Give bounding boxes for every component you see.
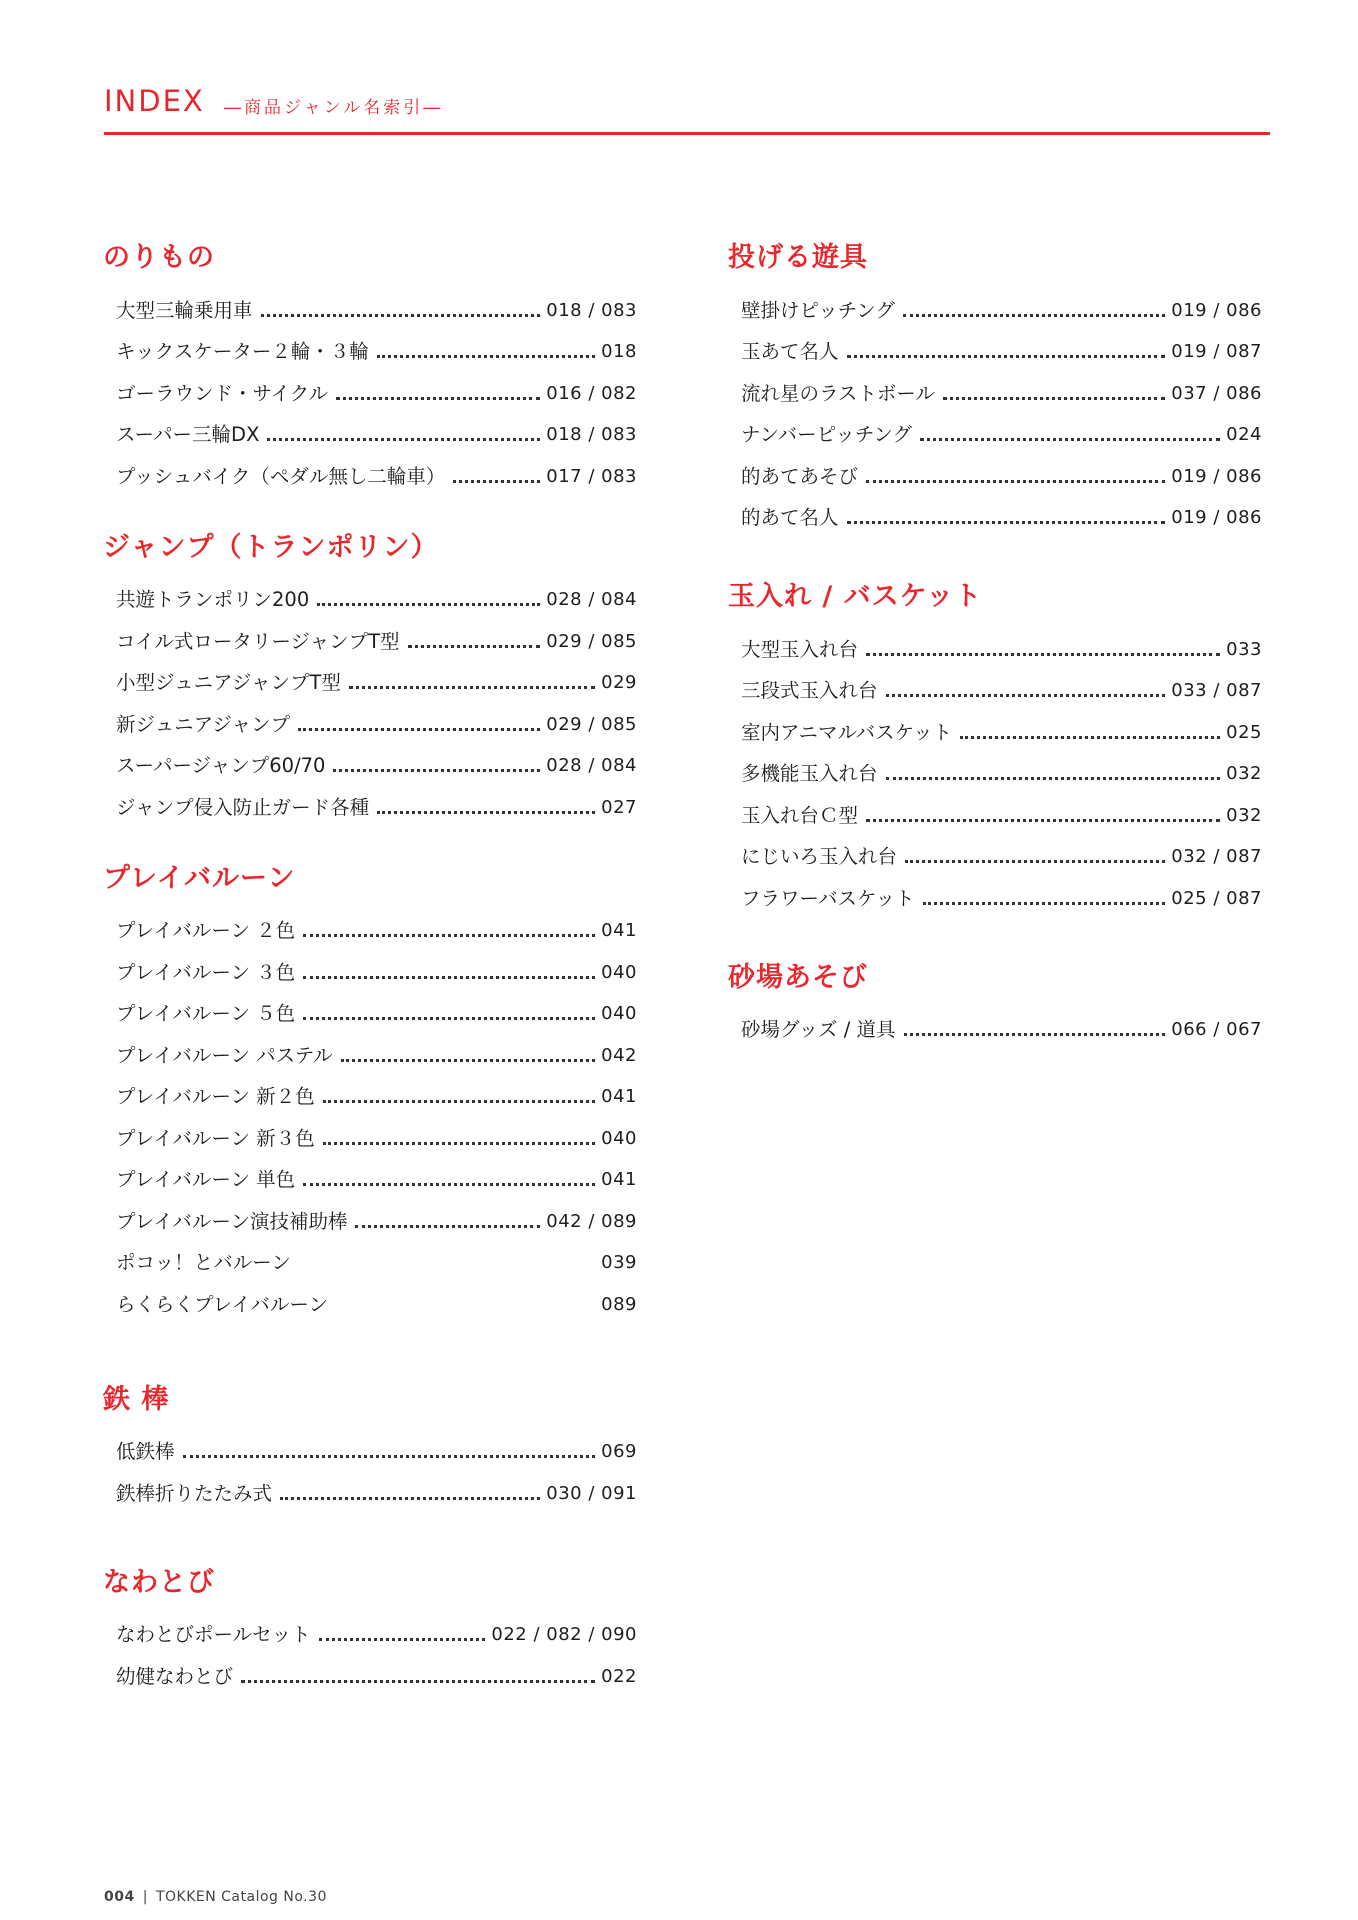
entry-pages: 025: [1226, 721, 1262, 743]
entry-label: プレイバルーン 新２色: [116, 1085, 315, 1108]
entry-pages: 029: [601, 672, 637, 693]
entry-pages: 025 / 087: [1171, 887, 1262, 909]
entry-pages: 018 / 083: [546, 424, 637, 445]
dot-leader: [847, 355, 1166, 358]
right-column: [728, 238, 1262, 1043]
page-footer: [104, 1889, 327, 1905]
index-entry: [116, 696, 637, 738]
catalog-name: TOKKEN Catalog No.30: [155, 1889, 327, 1905]
dot-leader: [261, 314, 541, 317]
entry-pages: 032: [1226, 763, 1262, 784]
entry-pages: 041: [601, 920, 637, 941]
dot-leader: [886, 777, 1221, 780]
entry-label: 砂場グッズ / 道具: [741, 1018, 896, 1041]
section-items: [728, 621, 1262, 912]
index-section: [103, 1380, 637, 1507]
entry-pages: 016 / 082: [546, 382, 637, 404]
entry-label: プレイバルーン演技補助棒: [116, 1209, 348, 1233]
index-entry: [741, 787, 1262, 829]
dot-leader: [333, 769, 540, 772]
page-header: [104, 84, 1270, 135]
entry-pages: 041: [601, 1169, 637, 1190]
entry-pages: 040: [601, 1127, 637, 1149]
entry-pages: 022 / 082 / 090: [491, 1624, 637, 1645]
entry-label: プレイバルーン 新３色: [116, 1126, 315, 1150]
entry-pages: 032 / 087: [1171, 846, 1262, 867]
entry-pages: 018 / 083: [546, 299, 637, 321]
entry-pages: 018: [601, 341, 637, 362]
index-entry: [116, 1424, 637, 1466]
dot-leader: [341, 1059, 595, 1062]
dot-leader: [336, 397, 540, 400]
entry-pages: 033 / 087: [1171, 680, 1262, 701]
dot-leader: [923, 902, 1166, 905]
section-items: [103, 572, 637, 821]
entry-pages: 040: [601, 1003, 637, 1024]
page-number: 004: [104, 1889, 135, 1905]
index-entry: [116, 324, 637, 366]
dot-leader: [866, 653, 1220, 656]
entry-label: 大型玉入れ台: [741, 637, 859, 661]
index-title: INDEX: [104, 84, 205, 118]
entry-pages: 024: [1226, 424, 1262, 445]
section-title: 投げる遊具: [728, 242, 868, 273]
entry-label: 低鉄棒: [116, 1440, 175, 1463]
section-items: [103, 282, 637, 490]
section-title: プレイバルーン: [103, 862, 296, 894]
dot-leader: [903, 314, 1165, 317]
entry-label: プレイバルーン ５色: [116, 1002, 296, 1025]
index-entry: [116, 986, 637, 1028]
dot-leader: [355, 1225, 540, 1228]
dot-leader: [904, 1033, 1166, 1036]
index-entry: [116, 1193, 637, 1235]
index-entry: [741, 324, 1262, 366]
entry-pages: 022: [601, 1665, 637, 1687]
index-entry: [116, 903, 637, 945]
index-entry: [116, 779, 637, 821]
entry-label: プレイバルーン パステル: [116, 1043, 333, 1067]
section-title: 玉入れ / バスケット: [728, 581, 983, 612]
entry-label: 的あてあそび: [741, 464, 859, 488]
index-entry: [741, 448, 1262, 490]
index-entry: [741, 1002, 1262, 1044]
dot-leader: [183, 1455, 596, 1458]
index-entry: [116, 448, 637, 490]
index-entry: [741, 829, 1262, 871]
index-entry: [741, 746, 1262, 788]
entry-pages: 032: [1226, 804, 1262, 826]
section-title: 砂場あそび: [728, 961, 868, 993]
dot-leader: [349, 686, 595, 689]
entry-pages: 040: [601, 961, 637, 983]
entry-pages: 029 / 085: [546, 713, 637, 735]
entry-label: コイル式ロータリージャンプT型: [116, 629, 400, 653]
entry-label: プレイバルーン ３色: [116, 960, 296, 984]
index-entry: [116, 1110, 637, 1152]
entry-pages: 069: [601, 1441, 637, 1462]
entry-label: スーパージャンプ60/70: [116, 754, 326, 777]
dot-leader: [323, 1100, 595, 1103]
index-entry: [116, 1648, 637, 1690]
entry-label: 新ジュニアジャンプ: [116, 712, 290, 736]
entry-pages: 017 / 083: [546, 465, 637, 487]
index-entry: [116, 655, 637, 697]
index-entry: [741, 282, 1262, 324]
dot-leader: [298, 728, 540, 731]
dot-leader: [866, 480, 1165, 483]
index-entry: [741, 407, 1262, 449]
entry-label: 室内アニマルバスケット: [741, 720, 953, 744]
section-title: のりもの: [103, 242, 215, 273]
dot-leader: [303, 1017, 595, 1020]
index-entry: [116, 407, 637, 449]
entry-label: 流れ星のラストボール: [741, 381, 936, 405]
entry-pages: 028 / 084: [546, 589, 637, 610]
entry-pages: 066 / 067: [1171, 1019, 1262, 1040]
entry-label: プレイバルーン 単色: [116, 1168, 296, 1191]
entry-label: プレイバルーン ２色: [116, 919, 296, 942]
dot-leader: [303, 934, 595, 937]
entry-pages: 037 / 086: [1171, 382, 1262, 404]
entry-pages: 039: [601, 1252, 637, 1273]
index-entry: [116, 1027, 637, 1069]
dot-leader: [886, 694, 1166, 697]
entry-label: 大型三輪乗用車: [116, 298, 253, 322]
entry-label: キックスケーター２輪・３輪: [116, 340, 369, 363]
section-items: [103, 903, 637, 1318]
entry-label: プッシュバイク（ペダル無し二輪車）: [116, 464, 446, 488]
dot-leader: [377, 355, 595, 358]
entry-label: フラワーバスケット: [741, 886, 915, 910]
dot-leader: [453, 480, 540, 483]
entry-label: スーパー三輪DX: [116, 423, 260, 446]
index-entry: [116, 944, 637, 986]
section-items: [103, 1424, 637, 1507]
dot-leader: [317, 603, 540, 606]
section-items: [103, 1607, 637, 1690]
index-entry: [116, 1276, 637, 1318]
entry-pages: 089: [601, 1293, 637, 1315]
entry-label: 多機能玉入れ台: [741, 762, 878, 785]
entry-label: 壁掛けピッチング: [741, 298, 895, 322]
entry-pages: 030 / 091: [546, 1482, 637, 1504]
entry-pages: 041: [601, 1086, 637, 1107]
entry-pages: 028 / 084: [546, 755, 637, 776]
index-section: [103, 859, 637, 1318]
index-entry: [116, 282, 637, 324]
index-section: [103, 238, 637, 490]
section-items: [728, 282, 1262, 531]
entry-label: 玉入れ台Ｃ型: [741, 803, 859, 827]
entry-pages: 042: [601, 1044, 637, 1066]
index-section: [103, 528, 637, 821]
entry-label: ゴーラウンド・サイクル: [116, 381, 329, 405]
dot-leader: [241, 1680, 595, 1683]
index-section: [728, 238, 1262, 531]
entry-label: にじいろ玉入れ台: [741, 845, 898, 868]
index-entry: [741, 490, 1262, 532]
dot-leader: [847, 521, 1166, 524]
index-entry: [116, 613, 637, 655]
entry-label: 小型ジュニアジャンプT型: [116, 671, 341, 694]
entry-pages: 019 / 086: [1171, 465, 1262, 487]
dot-leader: [303, 976, 595, 979]
index-section: [728, 958, 1262, 1044]
dot-leader: [323, 1142, 595, 1145]
entry-pages: 019 / 086: [1171, 507, 1262, 528]
dot-leader: [319, 1638, 486, 1641]
entry-pages: 027: [601, 796, 637, 818]
entry-pages: 042 / 089: [546, 1210, 637, 1232]
dot-leader: [408, 645, 541, 648]
index-entry: [741, 365, 1262, 407]
entry-label: ポコッ！とバルーン: [116, 1251, 291, 1274]
index-entry: [116, 1235, 637, 1277]
dot-leader: [943, 397, 1165, 400]
section-title: なわとび: [103, 1566, 215, 1598]
entry-label: 幼健なわとび: [116, 1664, 234, 1688]
entry-pages: 019 / 087: [1171, 341, 1262, 362]
entry-label: なわとびポールセット: [116, 1623, 311, 1646]
entry-label: 的あて名人: [741, 506, 839, 529]
dot-leader: [267, 438, 540, 441]
index-entry: [741, 621, 1262, 663]
dot-leader: [866, 819, 1220, 822]
section-title: 鉄 棒: [103, 1383, 170, 1415]
entry-pages: 019 / 086: [1171, 299, 1262, 321]
index-entry: [116, 572, 637, 614]
dot-leader: [303, 1183, 595, 1186]
entry-label: 三段式玉入れ台: [741, 679, 878, 702]
left-column: [103, 238, 637, 1690]
index-section: [103, 1563, 637, 1690]
index-entry: [116, 738, 637, 780]
entry-label: ナンバーピッチング: [741, 423, 913, 446]
entry-label: らくらくプレイバルーン: [116, 1292, 328, 1316]
index-entry: [741, 870, 1262, 912]
footer-separator: |: [142, 1889, 148, 1905]
index-entry: [116, 1152, 637, 1194]
section-title: ジャンプ（トランポリン）: [103, 531, 439, 563]
entry-label: 鉄棒折りたたみ式: [116, 1481, 273, 1505]
dot-leader: [905, 860, 1165, 863]
index-section: [728, 577, 1262, 912]
index-subtitle: ―商品ジャンル名索引―: [224, 98, 444, 118]
index-entry: [116, 1607, 637, 1649]
entry-label: ジャンプ侵入防止ガード各種: [116, 795, 370, 819]
entry-label: 共遊トランポリン200: [116, 588, 310, 611]
index-entry: [741, 663, 1262, 705]
section-items: [728, 1002, 1262, 1044]
entry-pages: 029 / 085: [546, 630, 637, 652]
dot-leader: [920, 438, 1220, 441]
index-entry: [116, 1069, 637, 1111]
dot-leader: [960, 736, 1220, 739]
dot-leader: [377, 811, 595, 814]
index-entry: [116, 365, 637, 407]
entry-pages: 033: [1226, 638, 1262, 660]
index-entry: [741, 704, 1262, 746]
entry-label: 玉あて名人: [741, 340, 839, 363]
dot-leader: [280, 1497, 540, 1500]
index-entry: [116, 1465, 637, 1507]
